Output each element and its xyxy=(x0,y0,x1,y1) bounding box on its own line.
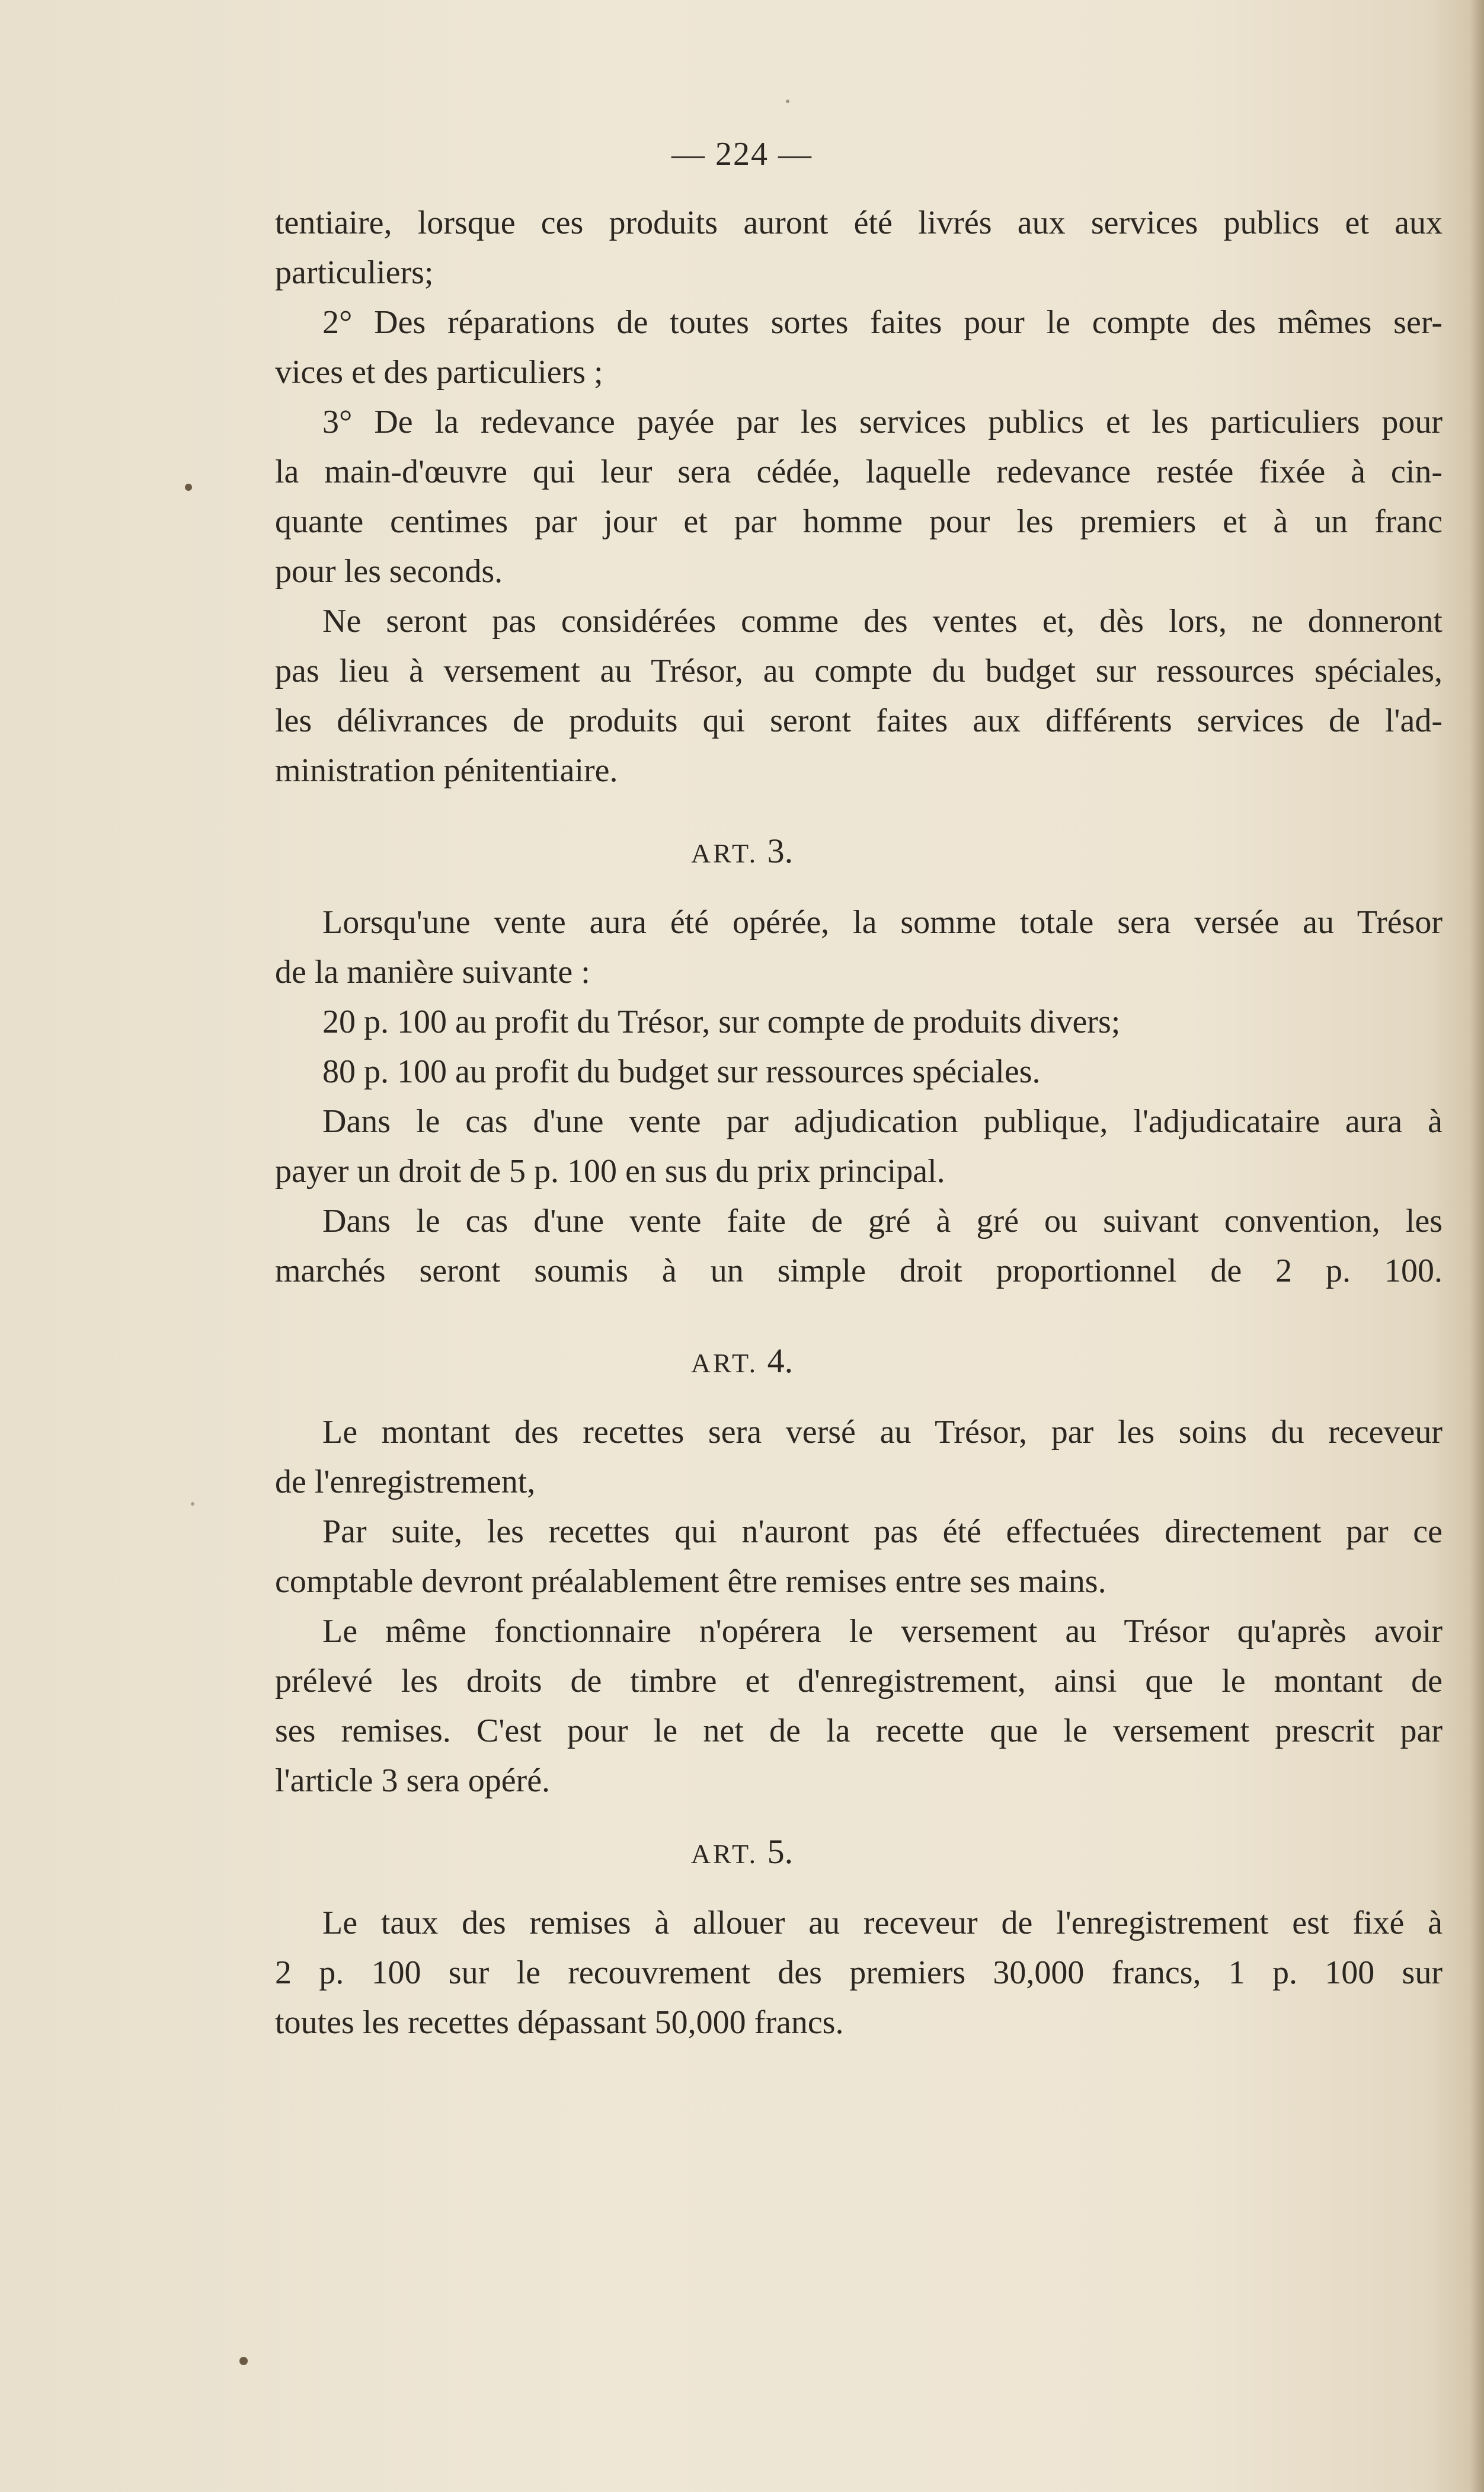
paper-speck xyxy=(185,484,192,491)
text-line: 3° De la redevance payée par les services publics et les particuliers pour xyxy=(322,404,1443,440)
text-line: quante centimes par jour et par homme pour les premiers et à un franc xyxy=(275,503,1443,540)
text-line: toutes les recettes dépassant 50,000 francs. xyxy=(275,2004,844,2041)
page-number: — 224 — xyxy=(671,136,813,172)
text-line: Le même fonctionnaire n'opérera le versement au Trésor qu'après avoir xyxy=(322,1613,1443,1650)
article-heading-3 xyxy=(0,828,1484,875)
article-number: 4. xyxy=(767,1341,794,1380)
text-line: Dans le cas d'une vente faite de gré à gré ou suivant convention, les xyxy=(322,1203,1443,1239)
text-line: pour les seconds. xyxy=(275,553,503,590)
text-line: vices et des particuliers ; xyxy=(275,354,603,391)
text-line: 20 p. 100 au profit du Trésor, sur compte de produits divers; xyxy=(322,1004,1121,1040)
text-line: comptable devront préalablement être remises entre ses mains. xyxy=(275,1563,1106,1600)
paper-speck xyxy=(191,1502,194,1506)
text-line: 2° Des réparations de toutes sortes faites pour le compte des mêmes ser- xyxy=(322,304,1443,341)
text-line: Le taux des remises à allouer au receveur de l'enregistrement est fixé à xyxy=(322,1905,1443,1941)
text-line: Par suite, les recettes qui n'auront pas été effectuées directement par ce xyxy=(322,1513,1443,1550)
text-line: tentiaire, lorsque ces produits auront été livrés aux services publics et aux xyxy=(275,205,1443,241)
text-line: Ne seront pas considérées comme des ventes et, dès lors, ne donneront xyxy=(322,603,1443,640)
text-line: Lorsqu'une vente aura été opérée, la somme totale sera versée au Trésor xyxy=(322,904,1443,941)
article-number: 5. xyxy=(767,1832,794,1871)
text-line: marchés seront soumis à un simple droit proportionnel de 2 p. 100. xyxy=(275,1253,1443,1289)
text-line: payer un droit de 5 p. 100 en sus du prix principal. xyxy=(275,1153,945,1190)
article-heading-4 xyxy=(0,1337,1484,1385)
text-line: l'article 3 sera opéré. xyxy=(275,1762,551,1799)
text-line: la main-d'œuvre qui leur sera cédée, laquelle redevance restée fixée à cin- xyxy=(275,453,1443,490)
text-line: ses remises. C'est pour le net de la recette que le versement prescrit par xyxy=(275,1713,1443,1749)
text-line: de la manière suivante : xyxy=(275,954,590,991)
article-label: ART. xyxy=(690,1839,759,1869)
article-number: 3. xyxy=(767,832,794,870)
text-line: prélevé les droits de timbre et d'enregistrement, ainsi que le montant de xyxy=(275,1663,1443,1699)
text-line: pas lieu à versement au Trésor, au compte du budget sur ressources spéciales, xyxy=(275,653,1443,689)
page-edge-shadow xyxy=(1470,0,1484,2492)
text-line: 2 p. 100 sur le recouvrement des premiers 30,000 francs, 1 p. 100 sur xyxy=(275,1954,1443,1991)
text-line: de l'enregistrement, xyxy=(275,1464,536,1500)
paper-speck xyxy=(239,2357,248,2365)
text-line: particuliers; xyxy=(275,254,434,291)
article-heading-5 xyxy=(0,1828,1484,1876)
article-label: ART. xyxy=(690,838,759,868)
paper-speck xyxy=(786,100,789,103)
article-label: ART. xyxy=(690,1348,759,1378)
text-line: ministration pénitentiaire. xyxy=(275,752,618,789)
text-line: 80 p. 100 au profit du budget sur ressources spéciales. xyxy=(322,1053,1041,1090)
text-line: Le montant des recettes sera versé au Trésor, par les soins du receveur xyxy=(322,1414,1443,1451)
text-line: Dans le cas d'une vente par adjudication publique, l'adjudicataire aura à xyxy=(322,1103,1443,1140)
text-line: les délivrances de produits qui seront faites aux différents services de l'ad- xyxy=(275,702,1443,739)
